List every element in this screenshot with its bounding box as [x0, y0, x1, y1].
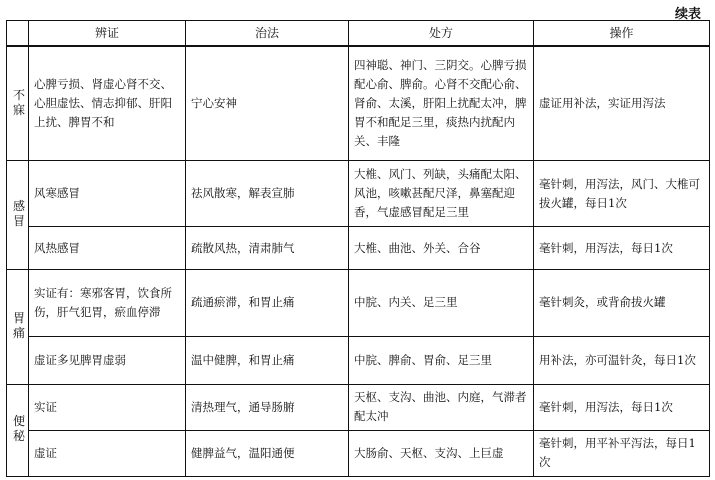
header-diagnosis: 辨证: [29, 21, 186, 47]
diagnosis-cell: 风寒感冒: [29, 160, 186, 226]
operation-cell: 毫针刺，用泻法，风门、大椎可拔火罐，每日1次: [534, 160, 710, 226]
table-row: [7, 384, 710, 430]
method-cell: 疏通瘀滞，和胃止痛: [186, 270, 349, 336]
prescription-cell: 大肠俞、天枢、支沟、上巨虚: [349, 430, 534, 476]
header-method: 治法: [186, 21, 349, 47]
method-cell: 宁心安神: [186, 46, 349, 160]
diagnosis-cell: 风热感冒: [29, 227, 186, 270]
category-stomachache: 胃痛: [7, 270, 29, 384]
prescription-cell: 大椎、风门、列缺，头痛配太阳、风池，咳嗽甚配尺泽，鼻塞配迎香，气虚感冒配足三里: [349, 160, 534, 226]
diagnosis-cell: 实证: [29, 384, 186, 430]
diagnosis-cell: 虚证: [29, 430, 186, 476]
table-row: [7, 46, 710, 160]
diagnosis-cell: 实证有：寒邪客胃，饮食所伤，肝气犯胃，瘀血停滞: [29, 270, 186, 336]
prescription-cell: 四神聪、神门、三阴交。心脾亏损配心俞、脾俞。心肾不交配心俞、肾俞、太溪，肝阳上扰配太冲，脾胃不和配足三里，痰热内扰配内关、丰隆: [349, 46, 534, 160]
operation-cell: 毫针刺，用泻法，每日1次: [534, 384, 710, 430]
table-header-row: [7, 21, 710, 47]
method-cell: 祛风散寒，解表宣肺: [186, 160, 349, 226]
diagnosis-cell: 心脾亏损、肾虚心肾不交、心胆虚怯、情志抑郁、肝阳上扰、脾胃不和: [29, 46, 186, 160]
header-prescription: 处方: [349, 21, 534, 47]
category-insomnia: 不寐: [7, 46, 29, 160]
table-row: [7, 430, 710, 476]
operation-cell: 虚证用补法，实证用泻法: [534, 46, 710, 160]
acupuncture-treatment-table: [6, 20, 710, 477]
method-cell: 清热理气，通导肠腑: [186, 384, 349, 430]
prescription-cell: 中脘、脾俞、胃俞、足三里: [349, 336, 534, 384]
table-row: [7, 270, 710, 336]
operation-cell: 毫针刺灸，或背俞拔火罐: [534, 270, 710, 336]
prescription-cell: 天枢、支沟、曲池、内庭，气滞者配太冲: [349, 384, 534, 430]
category-cold: 感冒: [7, 160, 29, 269]
operation-cell: 用补法，亦可温针灸，每日1次: [534, 336, 710, 384]
operation-cell: 毫针刺，用平补平泻法，每日1次: [534, 430, 710, 476]
operation-cell: 毫针刺，用泻法，每日1次: [534, 227, 710, 270]
header-category-cell: [7, 21, 29, 47]
table-row: [7, 227, 710, 270]
method-cell: 疏散风热，清肃肺气: [186, 227, 349, 270]
table-row: [7, 160, 710, 226]
prescription-cell: 中脘、内关、足三里: [349, 270, 534, 336]
diagnosis-cell: 虚证多见脾胃虚弱: [29, 336, 186, 384]
table-row: [7, 336, 710, 384]
continued-table-label: 续表: [674, 7, 701, 22]
method-cell: 温中健脾，和胃止痛: [186, 336, 349, 384]
method-cell: 健脾益气，温阳通便: [186, 430, 349, 476]
category-constipation: 便秘: [7, 384, 29, 476]
prescription-cell: 大椎、曲池、外关、合谷: [349, 227, 534, 270]
header-operation: 操作: [534, 21, 710, 47]
